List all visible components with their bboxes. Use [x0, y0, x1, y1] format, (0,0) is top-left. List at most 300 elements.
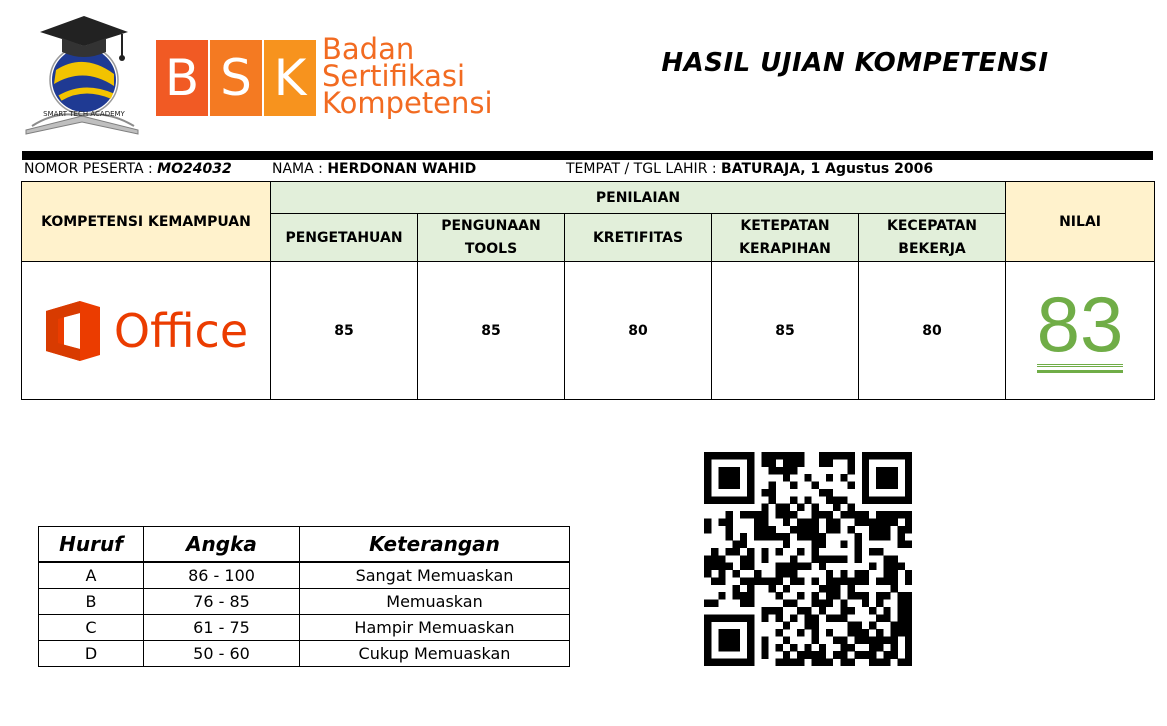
qr-module — [905, 482, 912, 490]
qr-module — [797, 659, 804, 666]
qr-module — [855, 541, 862, 549]
qr-module — [761, 489, 768, 497]
qr-module — [740, 452, 747, 460]
qr-module — [733, 614, 740, 622]
qr-module — [733, 592, 740, 600]
qr-module — [883, 570, 890, 578]
office-logo-icon — [44, 299, 102, 363]
qr-module — [847, 585, 854, 593]
qr-module — [776, 570, 783, 578]
qr-module — [855, 518, 862, 526]
qr-module — [747, 563, 754, 571]
qr-module — [797, 563, 804, 571]
bsk-letter-s: S — [210, 40, 262, 116]
qr-module — [812, 548, 819, 556]
qr-module — [876, 526, 883, 534]
qr-module — [733, 496, 740, 504]
qr-module — [726, 636, 733, 644]
qr-module — [840, 600, 847, 608]
qr-module — [783, 563, 790, 571]
qr-module — [733, 629, 740, 637]
qr-module — [761, 526, 768, 534]
qr-module — [898, 614, 905, 622]
qr-module — [812, 600, 819, 608]
qr-module — [869, 533, 876, 541]
qr-module — [833, 577, 840, 585]
qr-module — [819, 511, 826, 519]
qr-module — [812, 504, 819, 512]
qr-module — [733, 659, 740, 666]
grade-letter: D — [39, 641, 144, 667]
qr-module — [733, 541, 740, 549]
qr-module — [704, 482, 711, 490]
qr-module — [754, 570, 761, 578]
participant-birth — [566, 161, 933, 177]
qr-module — [869, 563, 876, 571]
qr-module — [769, 489, 776, 497]
qr-module — [790, 482, 797, 490]
qr-module — [819, 533, 826, 541]
qr-module — [883, 496, 890, 504]
qr-module — [826, 555, 833, 563]
qr-module — [883, 533, 890, 541]
qr-module — [862, 474, 869, 482]
qr-module — [804, 644, 811, 652]
qr-module — [862, 636, 869, 644]
qr-module — [747, 459, 754, 467]
qr-module — [776, 504, 783, 512]
participant-name — [272, 161, 476, 177]
qr-module — [883, 577, 890, 585]
qr-module — [876, 644, 883, 652]
qr-module — [819, 555, 826, 563]
qr-module — [740, 563, 747, 571]
qr-module — [898, 629, 905, 637]
qr-module — [855, 577, 862, 585]
qr-module — [726, 533, 733, 541]
grade-letter: A — [39, 562, 144, 589]
qr-module — [826, 459, 833, 467]
qr-module — [812, 555, 819, 563]
qr-module — [840, 644, 847, 652]
qr-module — [776, 614, 783, 622]
qr-module — [905, 577, 912, 585]
qr-module — [847, 659, 854, 666]
qr-module — [804, 651, 811, 659]
qr-module — [733, 548, 740, 556]
qr-module — [776, 659, 783, 666]
qr-module — [855, 570, 862, 578]
qr-module — [833, 504, 840, 512]
qr-module — [833, 555, 840, 563]
qr-module — [905, 467, 912, 475]
qr-module — [862, 577, 869, 585]
qr-module — [855, 548, 862, 556]
qr-module — [704, 659, 711, 666]
qr-module — [790, 467, 797, 475]
qr-module — [726, 518, 733, 526]
bsk-word-2: Sertifikasi — [322, 59, 466, 93]
qr-module — [790, 563, 797, 571]
qr-module — [812, 518, 819, 526]
qr-module — [726, 563, 733, 571]
grade-row — [39, 589, 570, 615]
qr-module — [890, 482, 897, 490]
qr-module — [783, 474, 790, 482]
qr-module — [797, 577, 804, 585]
qr-module — [747, 511, 754, 519]
qr-module — [718, 659, 725, 666]
qr-module — [883, 592, 890, 600]
qr-module — [862, 592, 869, 600]
qr-module — [840, 474, 847, 482]
qr-module — [833, 651, 840, 659]
bsk-word-3: Kompetensi — [322, 86, 493, 120]
qr-module — [812, 482, 819, 490]
qr-module — [876, 474, 883, 482]
qr-module — [905, 607, 912, 615]
qr-module — [704, 467, 711, 475]
qr-module — [776, 607, 783, 615]
qr-module — [840, 496, 847, 504]
qr-module — [776, 563, 783, 571]
final-score-cell — [1006, 262, 1155, 400]
qr-module — [704, 622, 711, 630]
qr-module — [898, 496, 905, 504]
qr-module — [747, 452, 754, 460]
qr-module — [905, 659, 912, 666]
qr-module — [898, 600, 905, 608]
qr-module — [718, 614, 725, 622]
qr-module — [776, 467, 783, 475]
competency-header: KOMPETENSI KEMAMPUAN — [22, 182, 271, 262]
qr-module — [812, 651, 819, 659]
qr-module — [826, 592, 833, 600]
qr-module — [704, 555, 711, 563]
qr-module — [833, 636, 840, 644]
qr-module — [883, 452, 890, 460]
qr-module — [826, 614, 833, 622]
qr-module — [876, 629, 883, 637]
qr-module — [726, 452, 733, 460]
verification-qr-code[interactable] — [704, 452, 912, 666]
qr-module — [740, 555, 747, 563]
grade-header-description: Keterangan — [300, 527, 570, 563]
grade-letter: C — [39, 615, 144, 641]
qr-module — [726, 496, 733, 504]
qr-module — [855, 636, 862, 644]
qr-module — [883, 659, 890, 666]
qr-module — [847, 467, 854, 475]
qr-module — [783, 452, 790, 460]
qr-module — [790, 570, 797, 578]
qr-module — [876, 548, 883, 556]
qr-module — [761, 533, 768, 541]
score-pengunaan-tools: 85 — [418, 262, 565, 400]
qr-module — [740, 577, 747, 585]
qr-module — [883, 474, 890, 482]
qr-module — [869, 607, 876, 615]
qr-module — [819, 659, 826, 666]
final-score: 83 — [1036, 280, 1124, 368]
qr-module — [769, 577, 776, 585]
qr-module — [876, 533, 883, 541]
qr-module — [862, 482, 869, 490]
grade-legend-table — [38, 526, 570, 667]
qr-module — [804, 614, 811, 622]
qr-module — [740, 533, 747, 541]
qr-module — [847, 644, 854, 652]
qr-module — [704, 570, 711, 578]
qr-module — [718, 518, 725, 526]
qr-module — [718, 636, 725, 644]
qr-module — [883, 482, 890, 490]
qr-module — [812, 526, 819, 534]
qr-module — [754, 511, 761, 519]
qr-module — [769, 452, 776, 460]
qr-module — [804, 518, 811, 526]
qr-module — [797, 518, 804, 526]
qr-module — [905, 644, 912, 652]
qr-module — [704, 526, 711, 534]
qr-module — [876, 518, 883, 526]
qr-module — [876, 600, 883, 608]
qr-module — [905, 526, 912, 534]
participant-birth-value: BATURAJA, 1 Agustus 2006 — [721, 161, 934, 177]
qr-module — [761, 548, 768, 556]
academy-logo — [22, 12, 146, 136]
qr-module — [840, 570, 847, 578]
qr-module — [905, 474, 912, 482]
qr-module — [761, 555, 768, 563]
qr-module — [876, 614, 883, 622]
qr-module — [783, 467, 790, 475]
qr-module — [898, 622, 905, 630]
qr-module — [898, 541, 905, 549]
qr-module — [905, 592, 912, 600]
qr-module — [862, 511, 869, 519]
qr-module — [833, 592, 840, 600]
qr-module — [718, 474, 725, 482]
score-table — [21, 181, 1155, 400]
qr-module — [847, 511, 854, 519]
qr-module — [769, 533, 776, 541]
qr-module — [754, 533, 761, 541]
qr-module — [747, 629, 754, 637]
score-pengetahuan: 85 — [271, 262, 418, 400]
qr-module — [726, 511, 733, 519]
qr-module — [747, 548, 754, 556]
qr-module — [883, 467, 890, 475]
qr-module — [733, 570, 740, 578]
qr-module — [776, 592, 783, 600]
qr-module — [847, 629, 854, 637]
qr-module — [797, 504, 804, 512]
qr-module — [704, 489, 711, 497]
qr-module — [826, 585, 833, 593]
criteria-header-5: KECEPATAN BEKERJA — [859, 214, 1006, 262]
qr-module — [718, 452, 725, 460]
qr-module — [711, 614, 718, 622]
qr-module — [876, 467, 883, 475]
qr-module — [819, 452, 826, 460]
qr-module — [718, 482, 725, 490]
qr-module — [804, 533, 811, 541]
qr-module — [769, 585, 776, 593]
qr-module — [711, 659, 718, 666]
qr-module — [876, 496, 883, 504]
qr-module — [733, 482, 740, 490]
qr-module — [840, 607, 847, 615]
qr-module — [769, 607, 776, 615]
qr-module — [847, 526, 854, 534]
grade-letter: B — [39, 589, 144, 615]
qr-module — [726, 548, 733, 556]
qr-module — [847, 577, 854, 585]
qr-module — [862, 489, 869, 497]
qr-module — [704, 452, 711, 460]
qr-module — [826, 570, 833, 578]
qr-module — [869, 526, 876, 534]
qr-module — [890, 622, 897, 630]
qr-module — [704, 651, 711, 659]
qr-module — [797, 592, 804, 600]
document-title: HASIL UJIAN KOMPETENSI — [661, 48, 1049, 78]
qr-module — [804, 622, 811, 630]
qr-module — [704, 644, 711, 652]
qr-module — [826, 629, 833, 637]
qr-module — [840, 614, 847, 622]
qr-module — [797, 548, 804, 556]
qr-module — [783, 518, 790, 526]
qr-module — [819, 644, 826, 652]
qr-module — [740, 659, 747, 666]
qr-module — [761, 459, 768, 467]
qr-module — [747, 592, 754, 600]
qr-module — [812, 577, 819, 585]
qr-module — [761, 452, 768, 460]
bsk-word-1: Badan — [322, 32, 415, 66]
qr-module — [754, 518, 761, 526]
qr-module — [890, 644, 897, 652]
qr-module — [862, 570, 869, 578]
qr-module — [819, 600, 826, 608]
qr-module — [797, 629, 804, 637]
qr-module — [826, 452, 833, 460]
qr-module — [776, 511, 783, 519]
qr-module — [747, 482, 754, 490]
qr-module — [855, 511, 862, 519]
qr-module — [711, 600, 718, 608]
qr-module — [726, 659, 733, 666]
qr-module — [747, 614, 754, 622]
qr-module — [826, 659, 833, 666]
qr-module — [833, 452, 840, 460]
qr-module — [898, 659, 905, 666]
qr-module — [769, 482, 776, 490]
qr-module — [898, 563, 905, 571]
qr-module — [704, 629, 711, 637]
qr-module — [833, 518, 840, 526]
qr-module — [898, 511, 905, 519]
qr-module — [747, 659, 754, 666]
final-score-header: NILAI — [1006, 182, 1155, 262]
qr-module — [804, 607, 811, 615]
qr-module — [761, 636, 768, 644]
qr-module — [905, 511, 912, 519]
qr-module — [905, 600, 912, 608]
qr-module — [890, 585, 897, 593]
qr-module — [847, 607, 854, 615]
qr-module — [840, 511, 847, 519]
qr-module — [833, 526, 840, 534]
qr-module — [776, 577, 783, 585]
qr-module — [862, 600, 869, 608]
grade-header-range: Angka — [144, 527, 300, 563]
criteria-header-3: KRETIFITAS — [565, 214, 712, 262]
qr-module — [905, 629, 912, 637]
qr-module — [847, 622, 854, 630]
qr-module — [898, 452, 905, 460]
qr-module — [876, 452, 883, 460]
qr-module — [790, 659, 797, 666]
qr-module — [783, 636, 790, 644]
qr-module — [790, 555, 797, 563]
qr-module — [898, 533, 905, 541]
qr-module — [747, 555, 754, 563]
qr-module — [776, 644, 783, 652]
qr-module — [711, 548, 718, 556]
qr-module — [747, 651, 754, 659]
qr-module — [898, 526, 905, 534]
qr-module — [747, 467, 754, 475]
qr-module — [726, 526, 733, 534]
qr-module — [876, 659, 883, 666]
qr-module — [890, 555, 897, 563]
qr-module — [819, 607, 826, 615]
qr-module — [776, 533, 783, 541]
qr-module — [847, 592, 854, 600]
participant-number — [24, 161, 232, 177]
qr-module — [733, 636, 740, 644]
qr-module — [905, 570, 912, 578]
qr-module — [812, 541, 819, 549]
qr-module — [840, 659, 847, 666]
qr-module — [797, 459, 804, 467]
qr-module — [840, 555, 847, 563]
qr-module — [718, 629, 725, 637]
competency-name: Office — [113, 303, 249, 358]
qr-module — [769, 467, 776, 475]
qr-module — [826, 518, 833, 526]
qr-module — [783, 533, 790, 541]
qr-module — [790, 496, 797, 504]
qr-module — [840, 541, 847, 549]
qr-module — [733, 474, 740, 482]
qr-module — [747, 600, 754, 608]
qr-module — [847, 482, 854, 490]
qr-module — [790, 459, 797, 467]
qr-module — [761, 577, 768, 585]
score-kecepatan-bekerja: 80 — [859, 262, 1006, 400]
qr-module — [704, 614, 711, 622]
qr-module — [819, 651, 826, 659]
qr-module — [797, 651, 804, 659]
qr-module — [812, 629, 819, 637]
qr-module — [769, 496, 776, 504]
grade-row — [39, 641, 570, 667]
qr-module — [747, 474, 754, 482]
